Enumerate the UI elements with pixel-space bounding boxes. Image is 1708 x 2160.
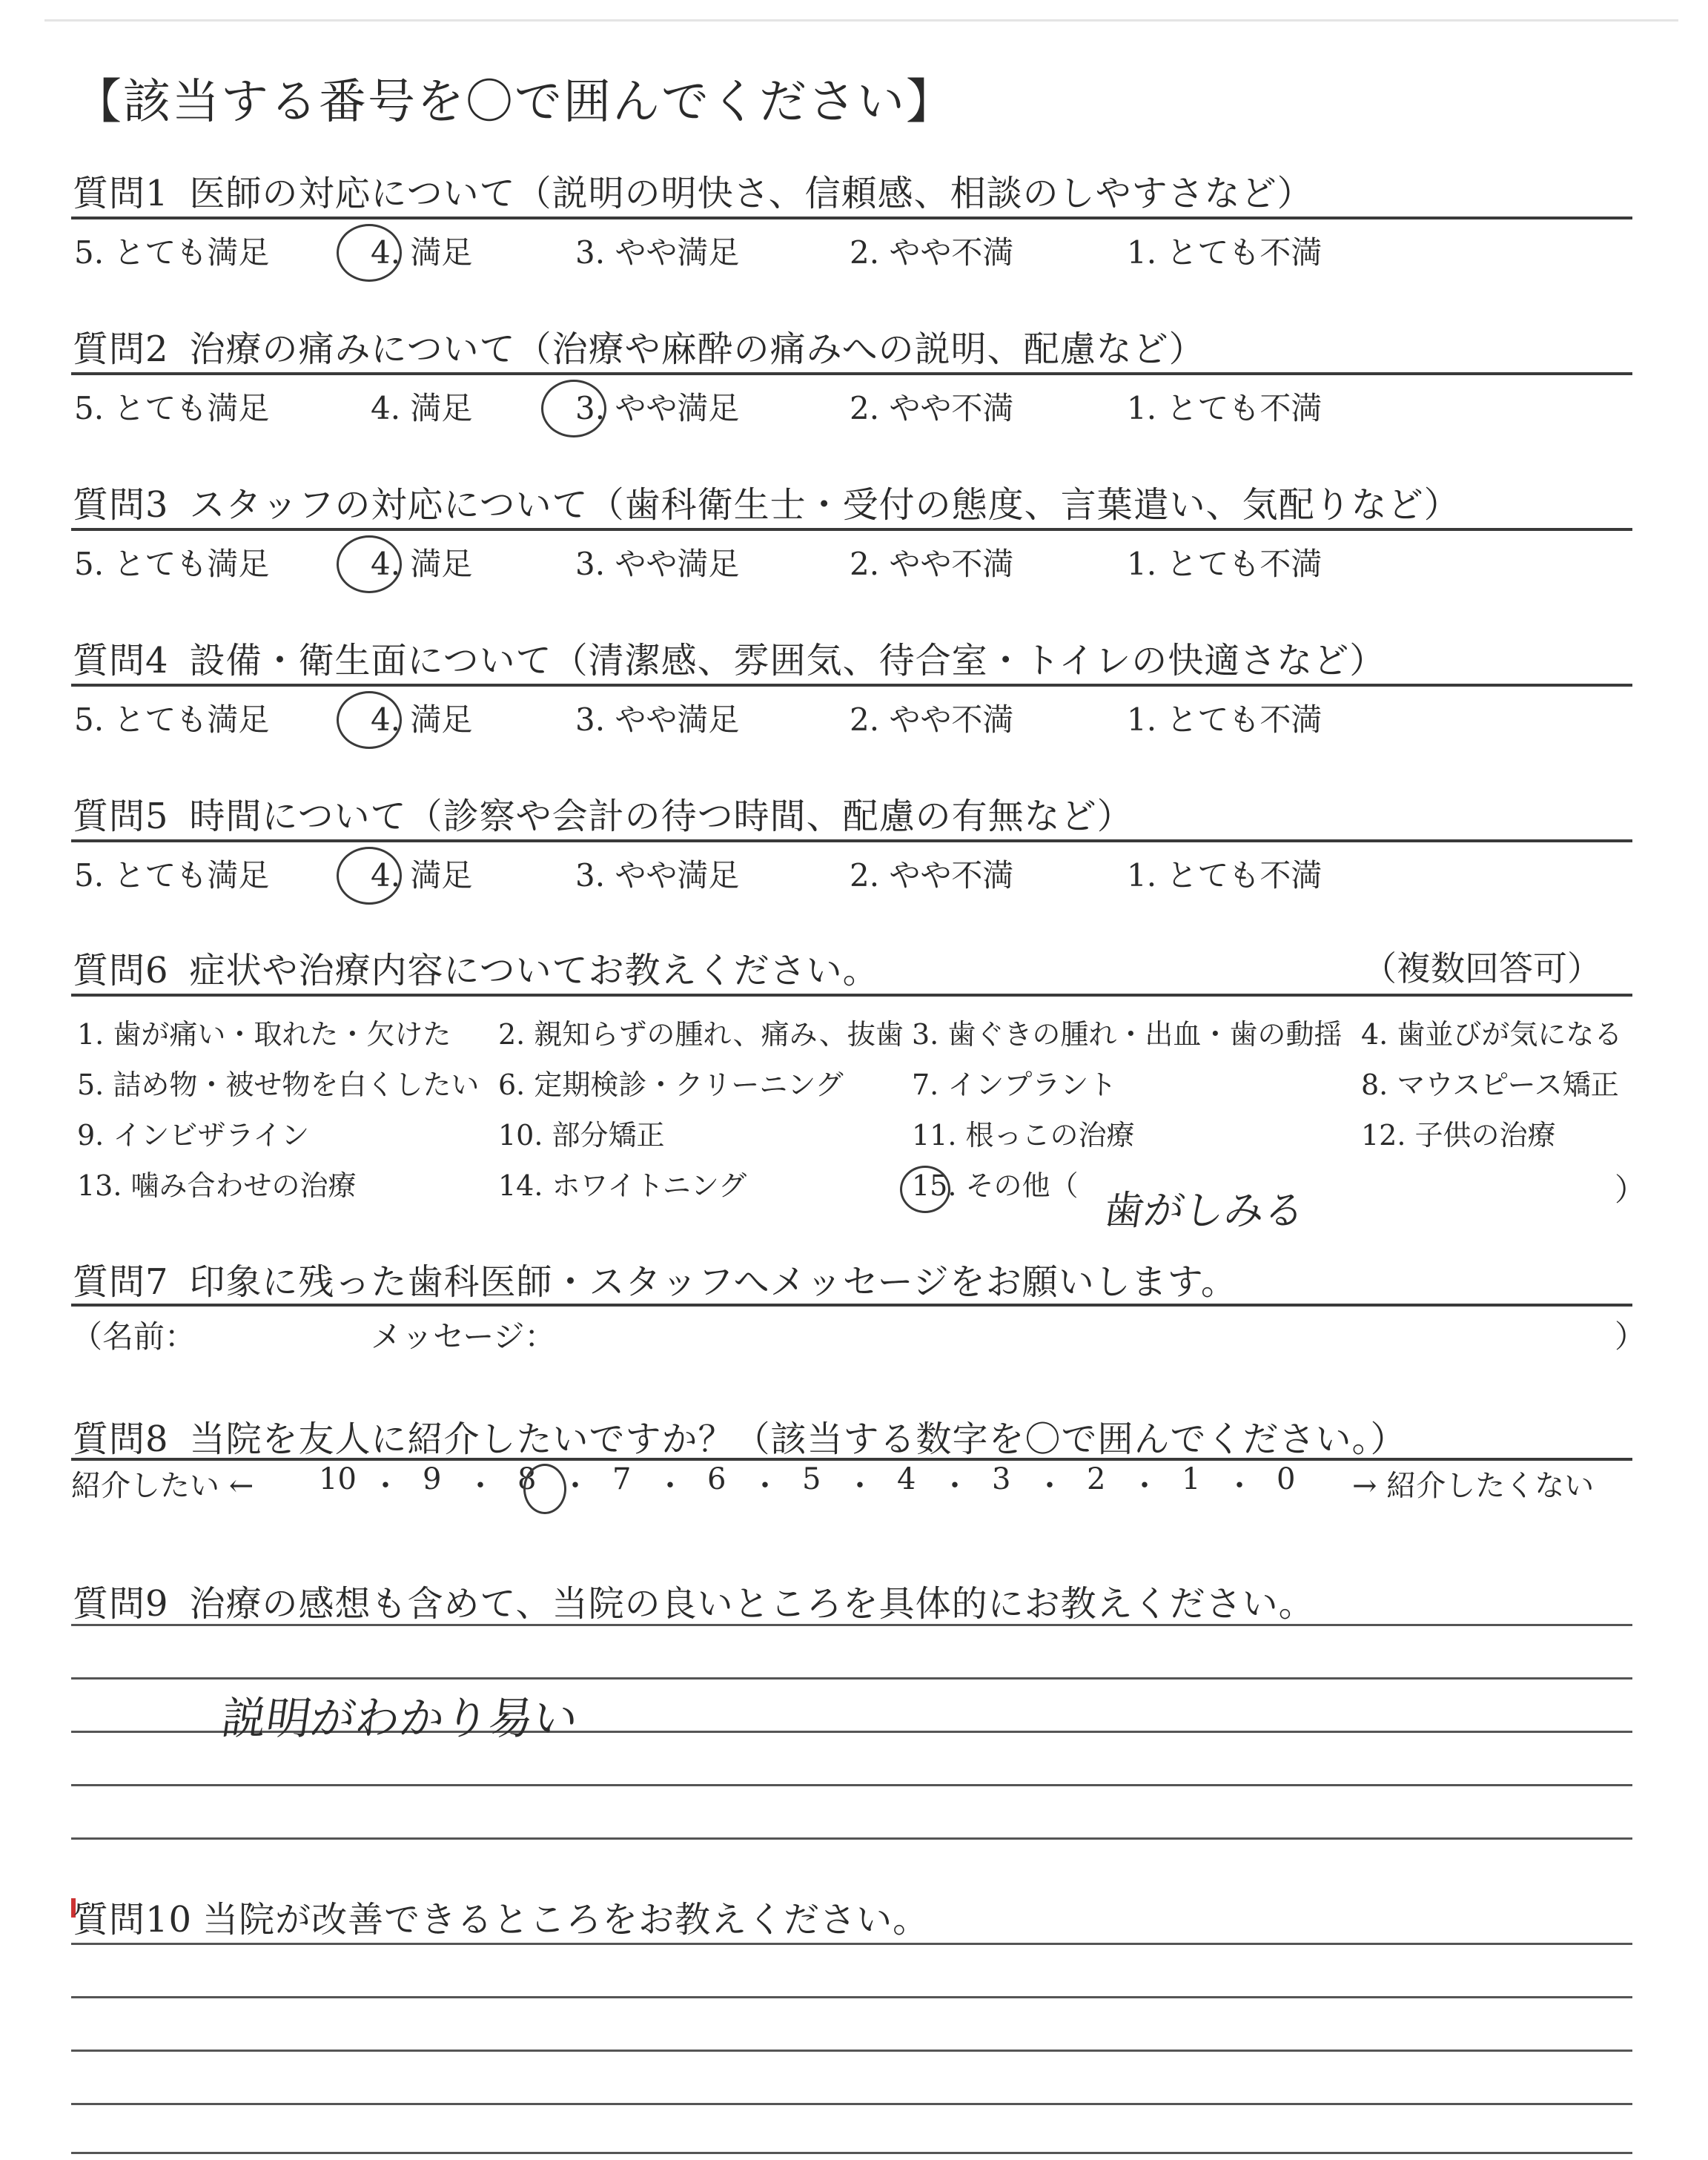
q6-close-paren: ） [1615, 1172, 1646, 1208]
q8-scale-2[interactable]: 2 [1087, 1462, 1106, 1496]
q2-rule [71, 372, 1632, 375]
q4-title [73, 632, 1386, 683]
q6-option-6[interactable]: 6. 定期検診・クリーニング [498, 1069, 844, 1101]
q1-selected-circle [337, 224, 402, 282]
q8-scale-dot: ・ [560, 1469, 590, 1503]
q6-option-13[interactable]: 13. 噛み合わせの治療 [77, 1169, 357, 1202]
q7-message-label: メッセージ： [371, 1318, 556, 1355]
q3-selected-circle [337, 535, 402, 593]
q1-text: 医師の対応について（説明の明快さ、信頼感、相談のしやすさなど） [189, 173, 1314, 214]
q8-scale-dot: ・ [940, 1469, 970, 1503]
q4-selected-circle [337, 691, 402, 749]
q1-option-5[interactable]: 5. とても満足 [74, 234, 270, 271]
q4-option-3[interactable]: 3. やや満足 [575, 701, 740, 738]
q8-rule [71, 1458, 1632, 1461]
q5-option-1[interactable]: 1. とても不満 [1127, 857, 1323, 894]
q1-option-3[interactable]: 3. やや満足 [575, 234, 740, 271]
q6-number: 質問6 [73, 950, 169, 991]
q2-option-4[interactable]: 4. 満足 [371, 390, 473, 426]
q10-number: 質問10 [73, 1899, 193, 1941]
q10-title [73, 1891, 929, 1942]
q1-option-2[interactable]: 2. やや不満 [850, 234, 1014, 271]
q6-other-answer[interactable]: 歯がしみる [1101, 1187, 1308, 1234]
q8-scale-dot: ・ [1035, 1469, 1065, 1503]
q1-option-4[interactable]: 4. 満足 [371, 234, 473, 271]
q8-scale-dot: ・ [845, 1469, 875, 1503]
q2-option-5[interactable]: 5. とても満足 [74, 390, 270, 426]
q9-title [73, 1575, 1315, 1626]
q5-rule [71, 839, 1632, 842]
q6-multiple-note: （複数回答可） [1363, 948, 1601, 988]
q5-option-4[interactable]: 4. 満足 [371, 857, 473, 894]
q10-line-2 [71, 1996, 1632, 1998]
q1-rule [71, 217, 1632, 219]
q4-rule [71, 684, 1632, 687]
q10-line-3 [71, 2050, 1632, 2052]
q5-number: 質問5 [73, 796, 169, 837]
q7-close-paren: ） [1615, 1318, 1646, 1355]
q3-option-3[interactable]: 3. やや満足 [575, 546, 740, 582]
q5-option-5[interactable]: 5. とても満足 [74, 857, 270, 894]
q2-option-2[interactable]: 2. やや不満 [850, 390, 1014, 426]
q3-option-5[interactable]: 5. とても満足 [74, 546, 270, 582]
q4-number: 質問4 [73, 640, 169, 681]
q6-option-10[interactable]: 10. 部分矯正 [498, 1119, 665, 1152]
q6-option-9[interactable]: 9. インビザライン [77, 1119, 310, 1152]
q2-title [73, 320, 1205, 371]
q6-option-3[interactable]: 3. 歯ぐきの腫れ・出血・歯の動揺 [912, 1018, 1343, 1051]
q8-scale-7[interactable]: 7 [612, 1462, 632, 1496]
q6-option-12[interactable]: 12. 子供の治療 [1361, 1119, 1556, 1152]
q8-right-label: → 紹介したくない [1352, 1469, 1595, 1503]
q9-line-1 [71, 1624, 1632, 1626]
q8-scale-dot: ・ [371, 1469, 400, 1503]
q8-scale-dot: ・ [750, 1469, 780, 1503]
q9-text: 治療の感想も含めて、当院の良いところを具体的にお教えください。 [189, 1583, 1315, 1625]
q10-line-4 [71, 2103, 1632, 2105]
q4-option-1[interactable]: 1. とても不満 [1127, 701, 1323, 738]
q3-option-2[interactable]: 2. やや不満 [850, 546, 1014, 582]
q6-selected-circle [900, 1166, 950, 1213]
q8-scale-6[interactable]: 6 [707, 1462, 726, 1496]
q2-text: 治療の痛みについて（治療や麻酔の痛みへの説明、配慮など） [189, 328, 1205, 370]
q2-option-1[interactable]: 1. とても不満 [1127, 390, 1323, 426]
q8-scale-9[interactable]: 9 [423, 1462, 442, 1496]
q6-option-7[interactable]: 7. インプラント [912, 1069, 1117, 1101]
q9-line-2 [71, 1677, 1632, 1680]
q6-option-8[interactable]: 8. マウスピース矯正 [1361, 1069, 1619, 1101]
q8-text: 当院を友人に紹介したいですか？（該当する数字を〇で囲んでください。） [189, 1418, 1407, 1460]
q8-scale-0[interactable]: 0 [1277, 1462, 1296, 1496]
q3-rule [71, 528, 1632, 531]
q8-scale-1[interactable]: 1 [1182, 1462, 1201, 1496]
q7-rule [71, 1304, 1632, 1307]
q7-number: 質問7 [73, 1261, 169, 1303]
q8-scale-3[interactable]: 3 [992, 1462, 1011, 1496]
q4-option-4[interactable]: 4. 満足 [371, 701, 473, 738]
q7-name-label: （名前： [71, 1318, 196, 1355]
q10-line-5 [71, 2152, 1632, 2154]
q10-line-1 [71, 1943, 1632, 1945]
q6-option-2[interactable]: 2. 親知らずの腫れ、痛み、抜歯 [498, 1018, 904, 1051]
q6-option-4[interactable]: 4. 歯並びが気になる [1361, 1018, 1623, 1051]
q3-option-1[interactable]: 1. とても不満 [1127, 546, 1323, 582]
q6-text: 症状や治療内容についてお教えください。 [189, 950, 879, 991]
q8-scale-dot: ・ [466, 1469, 495, 1503]
q8-scale-dot: ・ [1130, 1469, 1159, 1503]
q1-number: 質問1 [73, 173, 169, 214]
q4-option-2[interactable]: 2. やや不満 [850, 701, 1014, 738]
q8-scale-10[interactable]: 10 [319, 1462, 357, 1496]
q8-scale-4[interactable]: 4 [897, 1462, 916, 1496]
q5-title [73, 787, 1133, 839]
q2-selected-circle [541, 380, 606, 437]
q5-text: 時間について（診察や会計の待つ時間、配慮の有無など） [189, 796, 1133, 837]
form-heading: 【該当する番号を〇で囲んでください】 [74, 75, 955, 130]
q4-text: 設備・衛生面について（清潔感、雰囲気、待合室・トイレの快適さなど） [189, 640, 1386, 681]
q6-rule [71, 994, 1632, 997]
q8-selected-circle [523, 1464, 566, 1514]
q3-number: 質問3 [73, 484, 169, 526]
q5-option-3[interactable]: 3. やや満足 [575, 857, 740, 894]
q8-left-label: 紹介したい ← [71, 1469, 254, 1503]
q8-scale-dot: ・ [655, 1469, 685, 1503]
q3-title [73, 476, 1460, 527]
q3-option-4[interactable]: 4. 満足 [371, 546, 473, 582]
q6-option-11[interactable]: 11. 根っこの治療 [912, 1119, 1135, 1152]
q9-line-5 [71, 1837, 1632, 1840]
q6-title [73, 942, 879, 993]
q10-text: 当院が改善できるところをお教えください。 [202, 1899, 930, 1941]
q2-number: 質問2 [73, 328, 169, 370]
q1-option-1[interactable]: 1. とても不満 [1127, 234, 1323, 271]
q8-scale-5[interactable]: 5 [802, 1462, 821, 1496]
q7-text: 印象に残った歯科医師・スタッフへメッセージをお願いします。 [189, 1261, 1237, 1303]
q9-number: 質問9 [73, 1583, 169, 1625]
q8-title [73, 1410, 1407, 1462]
q8-number: 質問8 [73, 1418, 169, 1460]
q9-answer[interactable]: 説明がわかり易い [218, 1693, 582, 1745]
q8-scale-dot: ・ [1225, 1469, 1254, 1503]
q7-title [73, 1253, 1237, 1304]
q8-scale-8[interactable]: 8 [517, 1462, 537, 1496]
q6-option-1[interactable]: 1. 歯が痛い・取れた・欠けた [77, 1018, 451, 1051]
q6-option-15[interactable]: 15. その他（ [912, 1169, 1079, 1202]
q2-option-3[interactable]: 3. やや満足 [575, 390, 740, 426]
q6-option-14[interactable]: 14. ホワイトニング [498, 1169, 747, 1202]
q9-line-4 [71, 1784, 1632, 1786]
q5-selected-circle [337, 847, 402, 905]
q1-title [73, 165, 1314, 216]
q5-option-2[interactable]: 2. やや不満 [850, 857, 1014, 894]
q6-option-5[interactable]: 5. 詰め物・被せ物を白くしたい [77, 1069, 480, 1101]
q3-text: スタッフの対応について（歯科衛生士・受付の態度、言葉遣い、気配りなど） [189, 484, 1460, 526]
q4-option-5[interactable]: 5. とても満足 [74, 701, 270, 738]
top-border [44, 19, 1678, 22]
